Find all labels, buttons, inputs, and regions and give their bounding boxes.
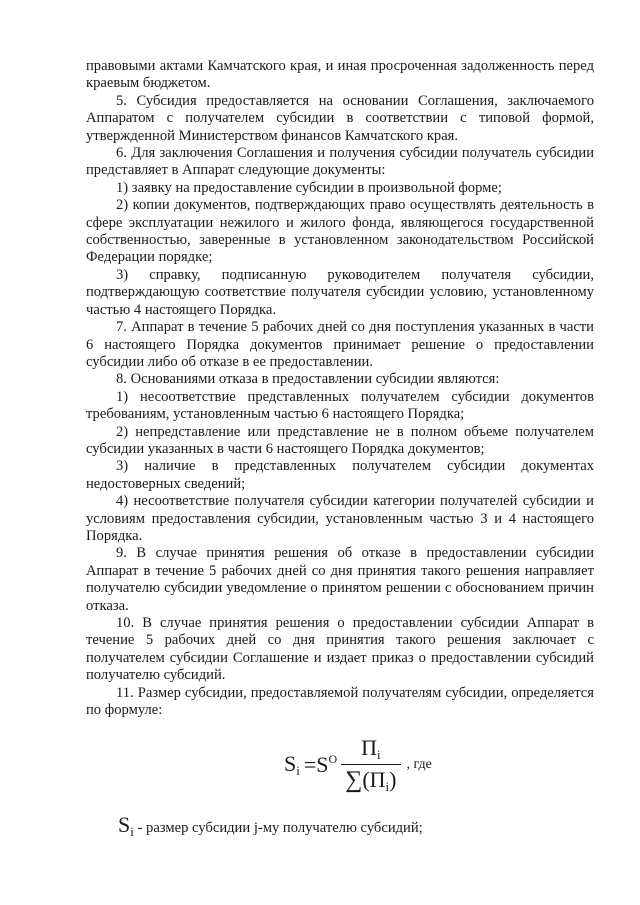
paragraph: 9. В случае принятия решения об отказе в предоставлении субсидии Аппарат в течение 5 рабочих дней со дня принятия такого решения направляет получателю субсидии уведомление о принятом решении с обоснованием причин отказа. bbox=[86, 545, 594, 614]
paragraph: правовыми актами Камчатского края, и иная просроченная задолженность перед краевым бюджетом. bbox=[86, 58, 594, 92]
paragraph: 4) несоответствие получателя субсидии категории получателей субсидии и условиям предоставления субсидии, установленным частью 3 и 4 настоящего Порядка. bbox=[86, 493, 594, 544]
paragraph: 10. В случае принятия решения о предоставлении субсидии Аппарат в течение 5 рабочих дней со дня принятия такого решения заключает с получателем субсидии Соглашение и издает приказ о предоставлении субсидий получателю субсидий. bbox=[86, 615, 594, 684]
formula-suffix: , где bbox=[406, 757, 432, 772]
paragraph: 1) заявку на предоставление субсидии в произвольной форме; bbox=[116, 179, 502, 196]
paragraph: 8. Основаниями отказа в предоставлении субсидии являются: bbox=[116, 371, 500, 388]
subsidy-formula bbox=[284, 735, 432, 795]
formula-equals: = bbox=[303, 752, 317, 777]
formula-lhs: $S_i$ bbox=[284, 751, 300, 778]
paragraph: 11. Размер субсидии, предоставляемой получателям субсидии, определяется по формуле: bbox=[86, 684, 594, 719]
formula-fraction bbox=[341, 735, 400, 795]
paragraph: 7. Аппарат в течение 5 рабочих дней со дня поступления указанных в части 6 настоящего Порядка документов принимает решение о предоставлении субсидии либо об отказе в ее предоставлении. bbox=[86, 319, 594, 370]
formula-total: $S^O$ bbox=[316, 752, 338, 777]
document-body bbox=[86, 58, 594, 719]
formula-definition: Si - размер субсидии j-му получателю субсидий; bbox=[118, 812, 423, 839]
formula-denominator: $\sum(П_i)$ bbox=[341, 764, 400, 795]
paragraph: 2) копии документов, подтверждающих право осуществлять деятельность в сфере эксплуатации нежилого и жилого фонда, являющегося государственной собственностью, заверенные в установленном законодательством Российской Федерации порядке; bbox=[86, 197, 594, 266]
paragraph: 3) справку, подписанную руководителем получателя субсидии, подтверждающую соответствие получателя субсидии условию, установленному частью 4 настоящего Порядка. bbox=[86, 266, 594, 318]
paragraph: 2) непредставление или представление не в полном объеме получателем субсидии указанных в части 6 настоящего Порядка документов; bbox=[86, 423, 594, 457]
paragraph: 5. Субсидия предоставляется на основании Соглашения, заключаемого Аппаратом с получателем субсидии в соответствии с типовой формой, утвержденной Министерством финансов Камчатского края. bbox=[86, 92, 594, 144]
paragraph: 6. Для заключения Соглашения и получения субсидии получатель субсидии представляет в Аппарат следующие документы: bbox=[86, 145, 594, 179]
formula-numerator: $П_i$ bbox=[361, 735, 381, 762]
paragraph: 1) несоответствие представленных получателем субсидии документов требованиям, установленным частью 6 настоящего Порядка; bbox=[86, 388, 594, 423]
paragraph: 3) наличие в представленных получателем субсидии документах недостоверных сведений; bbox=[86, 458, 594, 492]
